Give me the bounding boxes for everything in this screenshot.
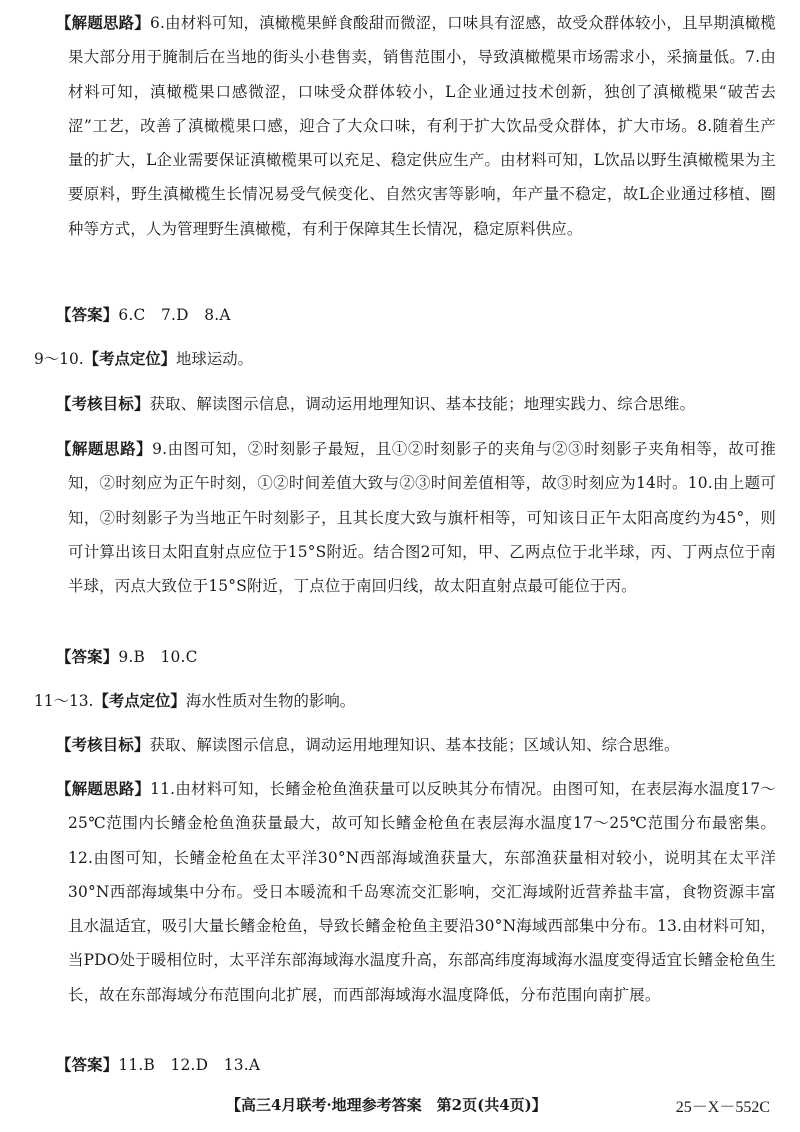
solution-thinking-11-13 [56,772,776,1012]
assessment-goal-11-13 [56,728,776,762]
section-label: 【答案】 [56,306,119,324]
section-label: 【考核目标】 [56,736,150,754]
section-label: 【解题思路】 [56,440,153,458]
document-code: 25－X－552C [675,1099,770,1116]
section-label: 【考核目标】 [56,395,150,413]
section-label: 【考点定位】 [93,692,186,710]
section-text: 9.由图可知，②时刻影子最短，且①②时刻影子的夹角与②③时刻影子夹角相等，故可推知，②时刻应为正午时刻，①②时间差值大致与②③时间差值相等，故③时刻应为14时。10.由上题可知，②时刻影子为当地正午时刻影子，且其长度大致与旗杆相等，可知该日正午太阳高度约为45°，则可计算出该日太阳直射点应位于15°S附近。结合图2可知，甲、乙两点位于北半球，丙、丁两点位于南半球，丙点大致位于15°S附近，丁点位于南回归线，故太阳直射点最可能位于丙。 [68,440,776,596]
section-text: 11.由材料可知，长鳍金枪鱼渔获量可以反映其分布情况。由图可知，在表层海水温度17～25℃范围内长鳍金枪鱼渔获量最大，故可知长鳍金枪鱼在表层海水温度17～25℃范围分布最密集。12.由图可知，长鳍金枪鱼在太平洋30°N西部海域渔获量大，东部渔获量相对较小，说明其在太平洋30°N西部海域集中分布。受日本暖流和千岛寒流交汇影响，交汇海域附近营养盐丰富，食物资源丰富且水温适宜，吸引大量长鳍金枪鱼，导致长鳍金枪鱼主要沿30°N海域西部集中分布。13.由材料可知，当PDO处于暖相位时，太平洋东部海域海水温度升高，东部高纬度海域海水温度变得适宜长鳍金枪鱼生长，故在东部海域分布范围向北扩展，而西部海域海水温度降低，分布范围向南扩展。 [68,780,776,1004]
section-text: 地球运动。 [176,350,253,368]
solution-thinking-9-10 [56,432,776,603]
section-text: 11.B 12.D 13.A [118,1056,261,1074]
answer-6-8 [56,298,776,332]
section-label: 【答案】 [56,648,119,666]
section-text: 9.B 10.C [118,648,198,666]
section-text: 海水性质对生物的影响。 [185,692,356,710]
footer-title: 【高三4月联考·地理参考答案 第2页(共4页)】 [226,1096,547,1114]
question-range: 11～13. [34,692,94,710]
topic-position-11-13 [34,684,776,718]
solution-thinking-6-8 [56,6,777,246]
topic-position-9-10 [34,342,776,376]
section-label: 【考点定位】 [83,350,177,368]
question-range: 9～10. [34,350,84,368]
section-label: 【答案】 [56,1056,119,1074]
page-footer [0,1090,800,1120]
section-text: 获取、解读图示信息，调动运用地理知识、基本技能；区域认知、综合思维。 [149,736,680,754]
section-text: 6.由材料可知，滇橄榄果鲜食酸甜而微涩，口味具有涩感，故受众群体较小，且早期滇橄榄果大部分用于腌制后在当地的街头小巷售卖，销售范围小，导致滇橄榄果市场需求小，采摘量低。7.由材料可知，滇橄榄果口感微涩，口味受众群体较小，L企业通过技术创新，独创了滇橄榄果“破苦去涩”工艺，改善了滇橄榄果口感，迎合了大众口味，有利于扩大饮品受众群体，扩大市场。8.随着生产量的扩大，L企业需要保证滇橄榄果可以充足、稳定供应生产。由材料可知，L饮品以野生滇橄榄果为主要原料，野生滇橄榄生长情况易受气候变化、自然灾害等影响，年产量不稳定，故L企业通过移植、圈种等方式，人为管理野生滇橄榄，有利于保障其生长情况，稳定原料供应。 [68,14,777,238]
section-text: 获取、解读图示信息，调动运用地理知识、基本技能；地理实践力、综合思维。 [149,395,696,413]
section-text: 6.C 7.D 8.A [118,306,231,324]
assessment-goal-9-10 [56,387,776,421]
section-label: 【解题思路】 [56,780,151,798]
answer-11-13 [56,1048,776,1082]
section-label: 【解题思路】 [56,14,150,32]
answer-9-10 [56,640,776,674]
